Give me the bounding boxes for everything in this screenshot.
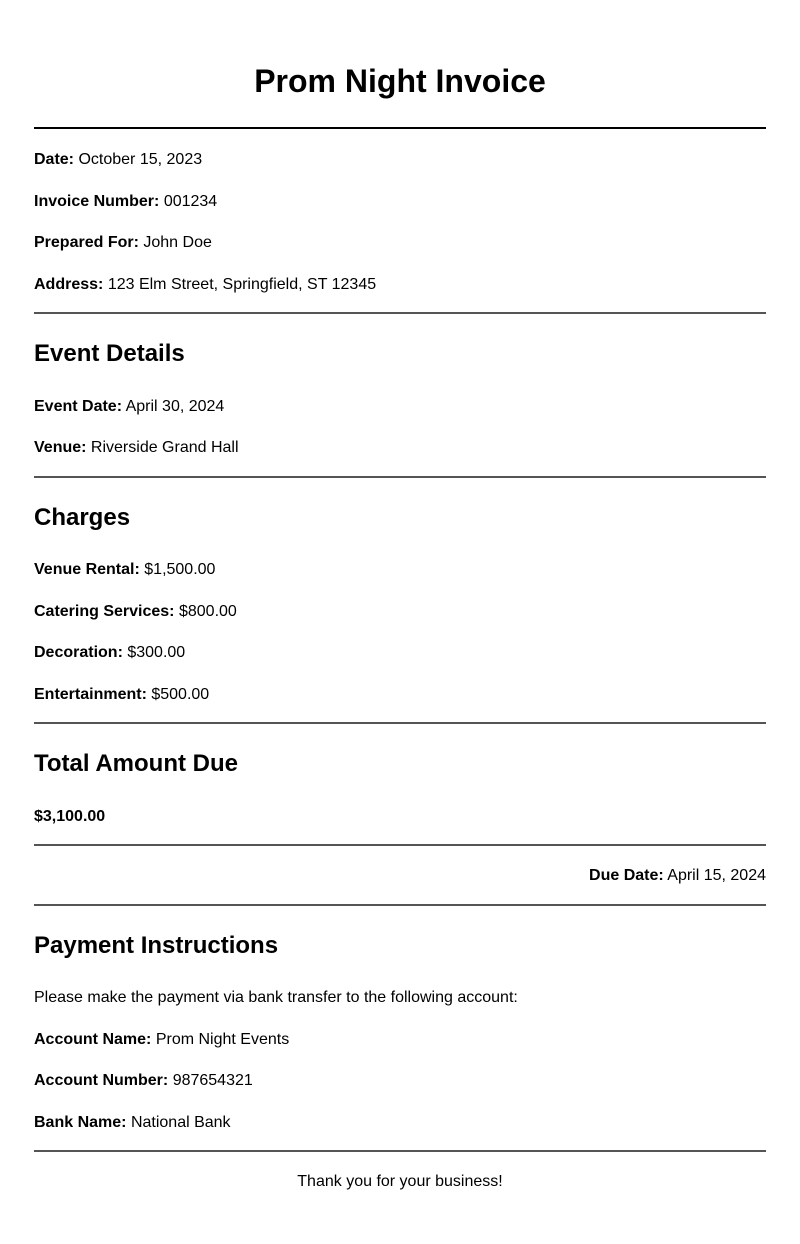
event-details-heading: Event Details	[34, 340, 185, 367]
charge-value: $1,500.00	[144, 561, 216, 578]
section-divider	[34, 904, 766, 906]
due-date-value: April 15, 2024	[667, 867, 766, 884]
bank-name-value: National Bank	[130, 1114, 231, 1131]
due-date-line	[589, 866, 766, 886]
invoice-number-value: 001234	[163, 193, 218, 210]
charge-value: $800.00	[178, 603, 237, 620]
date-value: October 15, 2023	[78, 151, 203, 168]
address-line	[34, 275, 376, 295]
charge-item	[34, 602, 237, 622]
account-name-label: Account Name:	[34, 1031, 152, 1048]
section-divider	[34, 1150, 766, 1152]
charge-label: Entertainment:	[34, 686, 147, 703]
event-date-line	[34, 397, 224, 417]
bank-name-line	[34, 1113, 231, 1133]
bank-name-label: Bank Name:	[34, 1114, 127, 1131]
thank-you-footer: Thank you for your business!	[297, 1173, 503, 1190]
prepared-for-line	[34, 233, 212, 253]
venue-value: Riverside Grand Hall	[90, 439, 239, 456]
page-title: Prom Night Invoice	[254, 63, 546, 99]
account-number-value: 987654321	[172, 1072, 253, 1089]
section-divider	[34, 722, 766, 724]
charge-label: Venue Rental:	[34, 561, 140, 578]
section-divider	[34, 312, 766, 314]
date-line	[34, 150, 202, 170]
section-divider	[34, 476, 766, 478]
date-label: Date:	[34, 151, 75, 168]
account-name-line	[34, 1030, 289, 1050]
address-value: 123 Elm Street, Springfield, ST 12345	[107, 276, 377, 293]
event-date-value: April 30, 2024	[125, 398, 225, 415]
event-date-label: Event Date:	[34, 398, 123, 415]
invoice-number-line	[34, 192, 217, 212]
prepared-for-value: John Doe	[143, 234, 212, 251]
invoice-page	[34, 0, 766, 1190]
due-date-label: Due Date:	[589, 867, 664, 884]
charge-label: Decoration:	[34, 644, 123, 661]
venue-line	[34, 438, 239, 458]
account-number-label: Account Number:	[34, 1072, 169, 1089]
charge-item	[34, 560, 215, 580]
prepared-for-label: Prepared For:	[34, 234, 139, 251]
address-label: Address:	[34, 276, 104, 293]
section-divider	[34, 844, 766, 846]
total-heading: Total Amount Due	[34, 750, 238, 777]
charge-value: $300.00	[127, 644, 186, 661]
charges-heading: Charges	[34, 504, 131, 531]
total-amount: $3,100.00	[34, 808, 106, 825]
invoice-number-label: Invoice Number:	[34, 193, 160, 210]
charge-value: $500.00	[151, 686, 210, 703]
payment-intro: Please make the payment via bank transfer to the following account:	[34, 989, 518, 1006]
charge-label: Catering Services:	[34, 603, 175, 620]
charge-item	[34, 685, 209, 705]
venue-label: Venue:	[34, 439, 87, 456]
payment-instructions-heading: Payment Instructions	[34, 932, 279, 959]
title-divider	[34, 127, 766, 129]
charge-item	[34, 643, 185, 663]
account-number-line	[34, 1071, 253, 1091]
account-name-value: Prom Night Events	[155, 1031, 290, 1048]
